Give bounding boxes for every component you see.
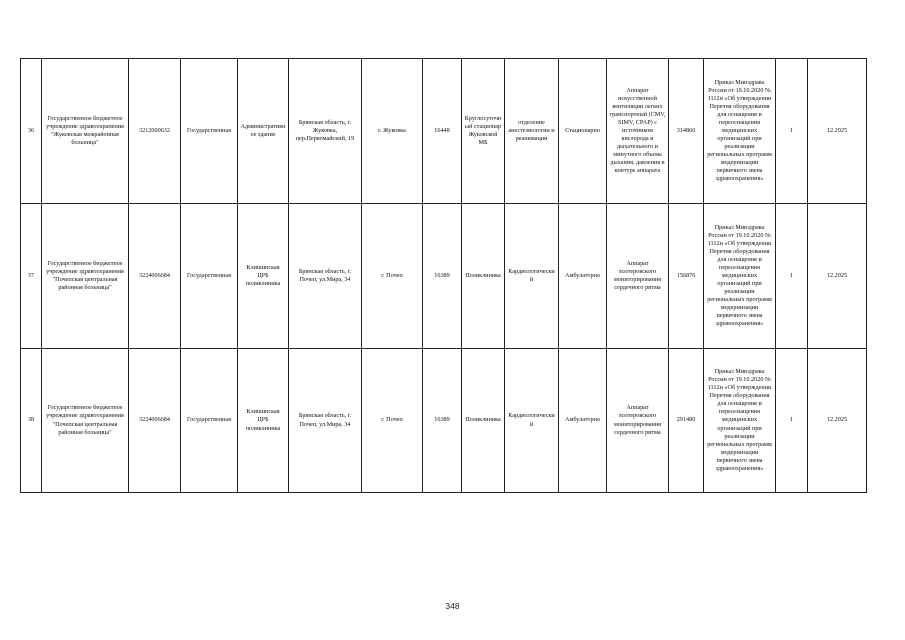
inn: 3224006684 bbox=[129, 349, 181, 493]
row-number: 38 bbox=[21, 349, 42, 493]
department: Кардиологический bbox=[505, 349, 559, 493]
table-row bbox=[21, 349, 867, 493]
address: Брянская область, г. Почеп, ул.Мира, 34 bbox=[289, 204, 362, 349]
deadline: 12.2025 bbox=[808, 349, 867, 493]
inn: 3212000632 bbox=[129, 59, 181, 204]
quantity: 1 bbox=[776, 349, 808, 493]
regulatory-order: Приказ Минздрава России от 19.10.2020 № 1112н «Об утверждении Перечня оборудования для оснащения и переоснащения медицинских организаций при реализации региональных программ модернизации первичного звена здравоохранения» bbox=[704, 349, 776, 493]
equipment-name: Аппарат искусственной вентиляции легких транспортный (CMV, SIMV, CPAP) с источником кислорода и дыхательного и минутного объема дыхания, давления в контуре аппарата bbox=[607, 59, 669, 204]
locality: г. Почеп bbox=[362, 204, 423, 349]
facility-unit: Круглосуточный стационар Жуковской МБ bbox=[462, 59, 505, 204]
facility-unit: Поликлиника bbox=[462, 349, 505, 493]
equipment-registry-table bbox=[20, 58, 867, 493]
quantity: 1 bbox=[776, 59, 808, 204]
facility-unit: Поликлиника bbox=[462, 204, 505, 349]
table-row bbox=[21, 204, 867, 349]
population: 16389 bbox=[423, 204, 462, 349]
price: 156876 bbox=[669, 204, 704, 349]
deadline: 12.2025 bbox=[808, 204, 867, 349]
inn: 3224006684 bbox=[129, 204, 181, 349]
population: 16448 bbox=[423, 59, 462, 204]
address: Брянская область, г. Жуковка, пер.Первомайский, 19 bbox=[289, 59, 362, 204]
population: 16389 bbox=[423, 349, 462, 493]
price: 314860 bbox=[669, 59, 704, 204]
regulatory-order: Приказ Минздрава России от 19.10.2020 № 1112н «Об утверждении Перечня оборудования для оснащения и переоснащения медицинских организаций при реализации региональных программ модернизации первичного звена здравоохранения» bbox=[704, 204, 776, 349]
department: Кардиологический bbox=[505, 204, 559, 349]
institution-name: Государственное бюджетное учреждение здравоохранения "Почепская центральная районная больница" bbox=[42, 349, 129, 493]
care-type: Амбулаторно bbox=[559, 204, 607, 349]
page-number: 348 bbox=[445, 601, 460, 611]
regulatory-order: Приказ Минздрава России от 19.10.2020 № 1112н «Об утверждении Перечня оборудования для оснащения и переоснащения медицинских организаций при реализации региональных программ модернизации первичного звена здравоохранения» bbox=[704, 59, 776, 204]
equipment-name: Аппарат холтеровского мониторирования сердечного ритма bbox=[607, 349, 669, 493]
ownership-form: Государственная bbox=[181, 204, 238, 349]
row-number: 37 bbox=[21, 204, 42, 349]
table-row bbox=[21, 59, 867, 204]
address: Брянская область, г. Почеп, ул.Мира, 34 bbox=[289, 349, 362, 493]
building-type: Административное здание bbox=[238, 59, 289, 204]
institution-name: Государственное бюджетное учреждение здравоохранения "Почепская центральная районная больница" bbox=[42, 204, 129, 349]
deadline: 12.2025 bbox=[808, 59, 867, 204]
row-number: 36 bbox=[21, 59, 42, 204]
ownership-form: Государственная bbox=[181, 349, 238, 493]
equipment-name: Аппарат холтеровского мониторирования сердечного ритма bbox=[607, 204, 669, 349]
locality: г. Почеп bbox=[362, 349, 423, 493]
institution-name: Государственное бюджетное учреждение здравоохранения "Жуковская межрайонная больница" bbox=[42, 59, 129, 204]
building-type: Клишинская ЦРБ поликлиника bbox=[238, 204, 289, 349]
building-type: Клишинская ЦРБ поликлиника bbox=[238, 349, 289, 493]
care-type: Амбулаторно bbox=[559, 349, 607, 493]
locality: г. Жуковка bbox=[362, 59, 423, 204]
quantity: 1 bbox=[776, 204, 808, 349]
department: отделение анестезиологии и реанимации bbox=[505, 59, 559, 204]
care-type: Стационарно bbox=[559, 59, 607, 204]
ownership-form: Государственная bbox=[181, 59, 238, 204]
price: 291480 bbox=[669, 349, 704, 493]
